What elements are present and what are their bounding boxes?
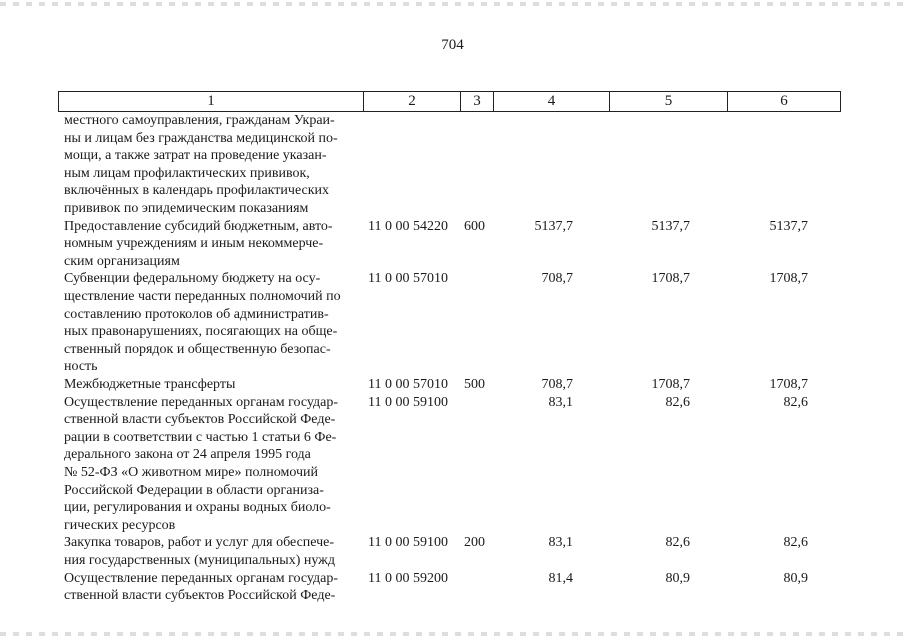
amount-col-5: 82,6: [665, 535, 690, 551]
page-number: 704: [441, 37, 464, 53]
amount-col-4: 83,1: [548, 394, 573, 410]
table-row: [0, 570, 905, 605]
amount-col-4: 708,7: [541, 376, 573, 392]
row-description: [64, 218, 360, 271]
description-line: ции, регулирования и охраны водных биоло-: [64, 500, 331, 516]
expense-type: 600: [464, 218, 485, 234]
amount-col-6: 80,9: [783, 570, 808, 586]
table-row: [0, 534, 905, 569]
amount-col-6: 82,6: [783, 394, 808, 410]
column-header-2: 2: [364, 92, 461, 112]
description-line: Российской Федерации в области организа-: [64, 482, 324, 498]
description-line: ственной власти субъектов Российской Феде-: [64, 412, 336, 428]
amount-col-6: 1708,7: [769, 271, 808, 287]
row-description: [64, 534, 360, 569]
table-row: [0, 112, 905, 218]
description-line: дерального закона от 24 апреля 1995 года: [64, 447, 311, 463]
amount-col-4: 5137,7: [534, 218, 573, 234]
row-description: [64, 394, 360, 535]
amount-col-5: 1708,7: [651, 271, 690, 287]
budget-table-body: [0, 112, 905, 605]
row-description: [64, 270, 360, 376]
description-line: включённых в календарь профилактических: [64, 183, 330, 199]
amount-col-5: 82,6: [665, 394, 690, 410]
amount-col-6: 5137,7: [769, 218, 808, 234]
amount-col-6: 1708,7: [769, 376, 808, 392]
budget-code: 11 0 00 54220: [368, 218, 448, 234]
description-line: Предоставление субсидий бюджетным, авто-: [64, 218, 333, 234]
description-line: Осуществление переданных органам государ-: [64, 570, 339, 586]
description-line: ность: [64, 359, 98, 375]
amount-col-5: 80,9: [665, 570, 690, 586]
row-description: [64, 112, 360, 218]
description-line: Закупка товаров, работ и услуг для обеспече-: [64, 535, 335, 551]
description-line: ны и лицам без гражданства медицинской по-: [64, 130, 338, 146]
description-line: номным учреждениям и иным некоммерче-: [64, 236, 324, 252]
amount-col-5: 5137,7: [651, 218, 690, 234]
budget-code: 11 0 00 59200: [368, 570, 448, 586]
amount-col-5: 1708,7: [651, 376, 690, 392]
description-line: Межбюджетные трансферты: [64, 376, 236, 392]
table-row: [0, 218, 905, 271]
description-line: ществление части переданных полномочий по: [64, 288, 341, 304]
expense-type: 500: [464, 376, 485, 392]
column-header-1: 1: [59, 92, 364, 112]
table-row: [0, 394, 905, 535]
description-line: ственный порядок и общественную безопас-: [64, 341, 331, 357]
budget-code: 11 0 00 59100: [368, 535, 448, 551]
amount-col-4: 83,1: [548, 535, 573, 551]
column-header-5: 5: [610, 92, 728, 112]
column-header-table: [58, 91, 841, 112]
table-row: [0, 270, 905, 376]
description-line: ния государственных (муниципальных) нужд: [64, 552, 335, 568]
row-description: [64, 376, 360, 394]
column-header-4: 4: [494, 92, 610, 112]
amount-col-4: 708,7: [541, 271, 573, 287]
scan-artifact-bottom: [0, 632, 905, 636]
description-line: местного самоуправления, гражданам Украи-: [64, 113, 335, 128]
column-header-3: 3: [461, 92, 494, 112]
expense-type: 200: [464, 535, 485, 551]
amount-col-6: 82,6: [783, 535, 808, 551]
scan-artifact-top: [0, 2, 905, 6]
budget-code: 11 0 00 57010: [368, 376, 448, 392]
description-line: мощи, а также затрат на проведение указан-: [64, 148, 327, 164]
column-header-row: [59, 92, 841, 112]
budget-code: 11 0 00 59100: [368, 394, 448, 410]
description-line: ных правонарушениях, посягающих на обще-: [64, 324, 338, 340]
description-line: рации в соответствии с частью 1 статьи 6 Фе-: [64, 429, 337, 445]
budget-code: 11 0 00 57010: [368, 271, 448, 287]
row-description: [64, 570, 360, 605]
column-header-6: 6: [728, 92, 841, 112]
description-line: гических ресурсов: [64, 517, 176, 533]
description-line: № 52-ФЗ «О животном мире» полномочий: [64, 464, 319, 480]
description-line: Субвенции федеральному бюджету на осу-: [64, 271, 321, 287]
description-line: ственной власти субъектов Российской Феде-: [64, 588, 336, 604]
table-row: [0, 376, 905, 394]
description-line: Осуществление переданных органам государ-: [64, 394, 339, 410]
description-line: прививок по эпидемическим показаниям: [64, 200, 309, 216]
description-line: составлению протоколов об административ-: [64, 306, 329, 322]
amount-col-4: 81,4: [548, 570, 573, 586]
description-line: ным лицам профилактических прививок,: [64, 165, 310, 181]
description-line: ским организациям: [64, 253, 180, 269]
